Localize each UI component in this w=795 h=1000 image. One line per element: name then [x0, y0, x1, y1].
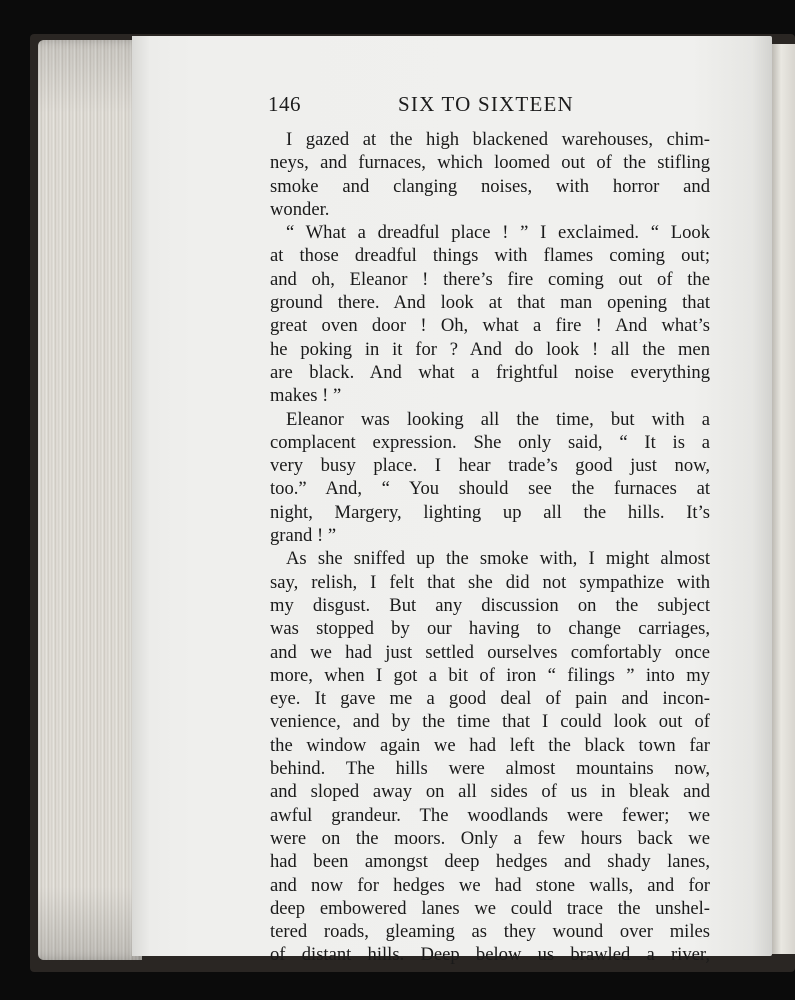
text-line: eye. It gave me a good deal of pain and incon- — [270, 688, 710, 710]
text-line: grand ! ” — [270, 525, 337, 547]
text-line: are black. And what a frightful noise everything — [270, 361, 710, 383]
page-number: 146 — [268, 92, 301, 116]
text-line: at those dreadful things with flames coming out; — [270, 245, 710, 267]
text-line: great oven door ! Oh, what a fire ! And what’s — [270, 315, 710, 337]
text-line: and we had just settled ourselves comfortably once — [270, 641, 710, 663]
text-line: was stopped by our having to change carriages, — [270, 618, 710, 640]
text-line: of distant hills. Deep below us brawled a river, — [270, 944, 710, 966]
text-line: neys, and furnaces, which loomed out of the stifling — [270, 152, 710, 174]
text-line: night, Margery, lighting up all the hills. It’s — [270, 501, 710, 523]
text-line: and sloped away on all sides of us in bleak and — [270, 781, 710, 803]
facing-page-edge — [772, 44, 795, 954]
text-line: had been amongst deep hedges and shady lanes, — [270, 851, 710, 873]
text-line: As she sniffed up the smoke with, I might almost — [286, 548, 710, 570]
text-line: makes ! ” — [270, 385, 342, 407]
text-line: he poking in it for ? And do look ! all the men — [270, 338, 710, 360]
text-line: venience, and by the time that I could look out of — [270, 711, 710, 733]
text-line: were on the moors. Only a few hours back we — [270, 827, 710, 849]
text-line: very busy place. I hear trade’s good just now, — [270, 455, 710, 477]
text-line: wonder. — [270, 198, 330, 220]
text-line: deep embowered lanes we could trace the unshel- — [270, 897, 710, 919]
body-text — [270, 128, 710, 967]
text-line: tered roads, gleaming as they wound over miles — [270, 921, 710, 943]
text-line: say, relish, I felt that she did not sympathize with — [270, 571, 710, 593]
text-line: smoke and clanging noises, with horror and — [270, 175, 710, 197]
text-line: too.” And, “ You should see the furnaces at — [270, 478, 710, 500]
page-header — [268, 92, 708, 122]
text-line: Eleanor was looking all the time, but with a — [286, 408, 710, 430]
text-line: and now for hedges we had stone walls, and for — [270, 874, 710, 896]
text-line: “ What a dreadful place ! ” I exclaimed. “ Look — [286, 222, 710, 244]
text-line: ground there. And look at that man opening that — [270, 292, 710, 314]
text-line: my disgust. But any discussion on the subject — [270, 594, 710, 616]
text-line: more, when I got a bit of iron “ filings ” into my — [270, 664, 710, 686]
text-line: the window again we had left the black town far — [270, 734, 710, 756]
running-title: SIX TO SIXTEEN — [398, 92, 574, 116]
text-line: awful grandeur. The woodlands were fewer; we — [270, 804, 710, 826]
text-line: and oh, Eleanor ! there’s fire coming out of the — [270, 268, 710, 290]
text-line: behind. The hills were almost mountains now, — [270, 758, 710, 780]
text-line: I gazed at the high blackened warehouses, chim- — [286, 129, 710, 150]
text-line: complacent expression. She only said, “ It is a — [270, 431, 710, 453]
